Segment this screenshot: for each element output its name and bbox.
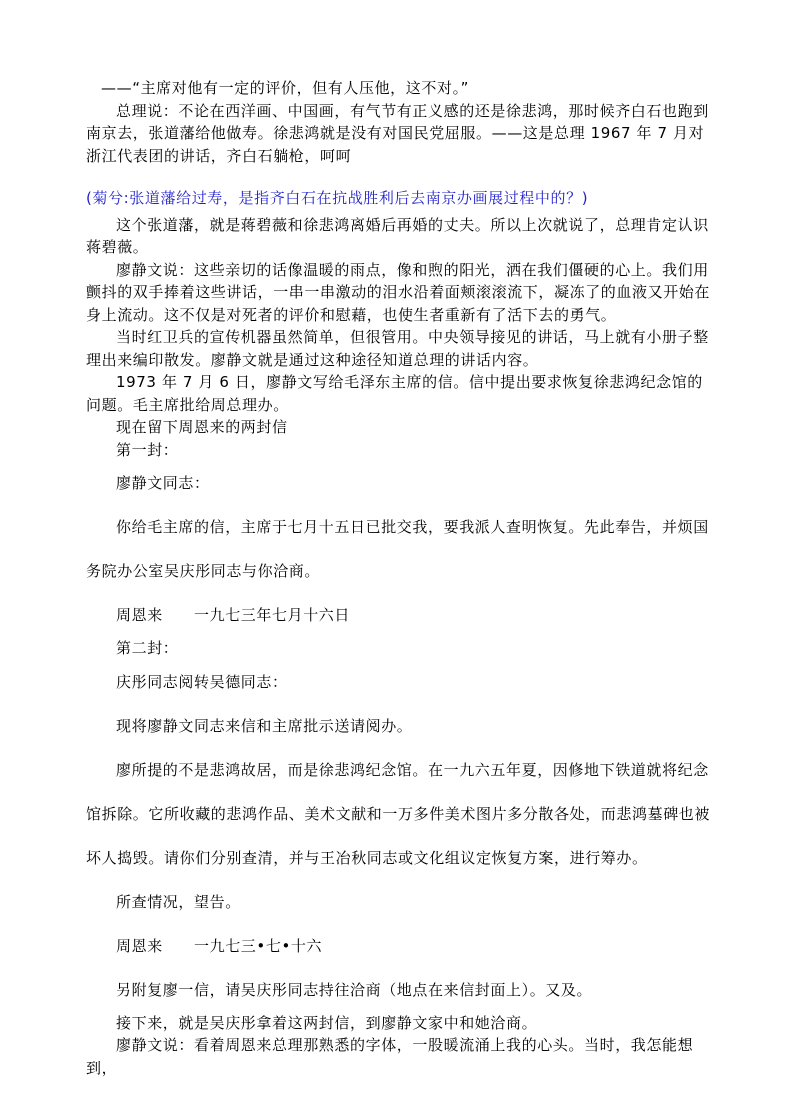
letter-paragraph: 现将廖静文同志来信和主席批示送请阅办。 xyxy=(116,716,413,735)
annotation-note: (菊兮:张道藩给过寿，是指齐白石在抗战胜利后去南京办画展过程中的？) xyxy=(86,189,589,207)
letter-paragraph: 另附复廖一信，请吴庆彤同志持往洽商（地点在来信封面上）。又及。 xyxy=(116,980,593,999)
letter-paragraph: 周恩来 一九七三•七•十六 xyxy=(116,936,323,955)
paragraph: 当时红卫兵的宣传机器虽然简单，但很管用。中央领导接见的讲话，马上就有小册子整理出来编印散发。廖静文就是通过这种途径知道总理的讲话内容。 xyxy=(86,328,709,369)
paragraph: ——“主席对他有一定的评价，但有人压他，这不对。” xyxy=(101,79,470,97)
letter-paragraph: 所查情况，望告。 xyxy=(116,892,241,911)
paragraph: 第一封： xyxy=(116,440,179,459)
letter-paragraph: 你给毛主席的信，主席于七月十五日已批交我，要我派人查明恢复。先此奉告，并烦国务院办公室吴庆彤同志与你洽商。 xyxy=(86,518,709,580)
paragraph: 1973 年 7 月 6 日，廖静文写给毛泽东主席的信。信中提出要求恢复徐悲鸿纪念馆的问题。毛主席批给周总理办。 xyxy=(86,373,703,414)
paragraph: 这个张道藩，就是蒋碧薇和徐悲鸿离婚后再婚的丈夫。所以上次就说了，总理肯定认识蒋碧薇。 xyxy=(86,215,709,256)
paragraph: 廖静文说：看着周恩来总理那熟悉的字体，一股暖流涌上我的心头。当时，我怎能想到， xyxy=(86,1036,694,1077)
paragraph: 总理说：不论在西洋画、中国画，有气节有正义感的还是徐悲鸿，那时候齐白石也跑到南京去，张道藩给他做寿。徐悲鸿就是没有对国民党屈服。——这是总理 1967 年 7 月对浙江代表团的讲话，齐白石躺枪，呵呵 xyxy=(86,101,709,165)
paragraph: 现在留下周恩来的两封信 xyxy=(116,418,288,436)
paragraph: 接下来，就是吴庆彤拿着这两封信，到廖静文家中和她洽商。 xyxy=(116,1013,538,1032)
letter-paragraph: 周恩来 一九七三年七月十六日 xyxy=(116,606,351,624)
paragraph: 第二封： xyxy=(116,639,179,657)
letter-paragraph: 庆彤同志阅转吴德同志： xyxy=(116,672,288,691)
letter-paragraph: 廖所提的不是悲鸿故居，而是徐悲鸿纪念馆。在一九六五年夏，因修地下铁道就将纪念馆拆除。它所收藏的悲鸿作品、美术文献和一万多件美术图片多分散各处，而悲鸿墓碑也被坏人捣毁。请你们分别查清，并与王冶秋同志或文化组议定恢复方案，进行筹办。 xyxy=(86,760,711,867)
document-body xyxy=(86,77,716,1079)
paragraph: 廖静文说：这些亲切的话像温暖的雨点，像和煦的阳光，洒在我们僵硬的心上。我们用颤抖的双手捧着这些讲话，一串一串激动的泪水沿着面颊滚滚流下，凝冻了的血液又开始在身上流动。这不仅是对死者的评价和慰藉，也使生者重新有了活下去的勇气。 xyxy=(86,260,711,324)
letter-paragraph: 廖静文同志： xyxy=(116,474,210,492)
